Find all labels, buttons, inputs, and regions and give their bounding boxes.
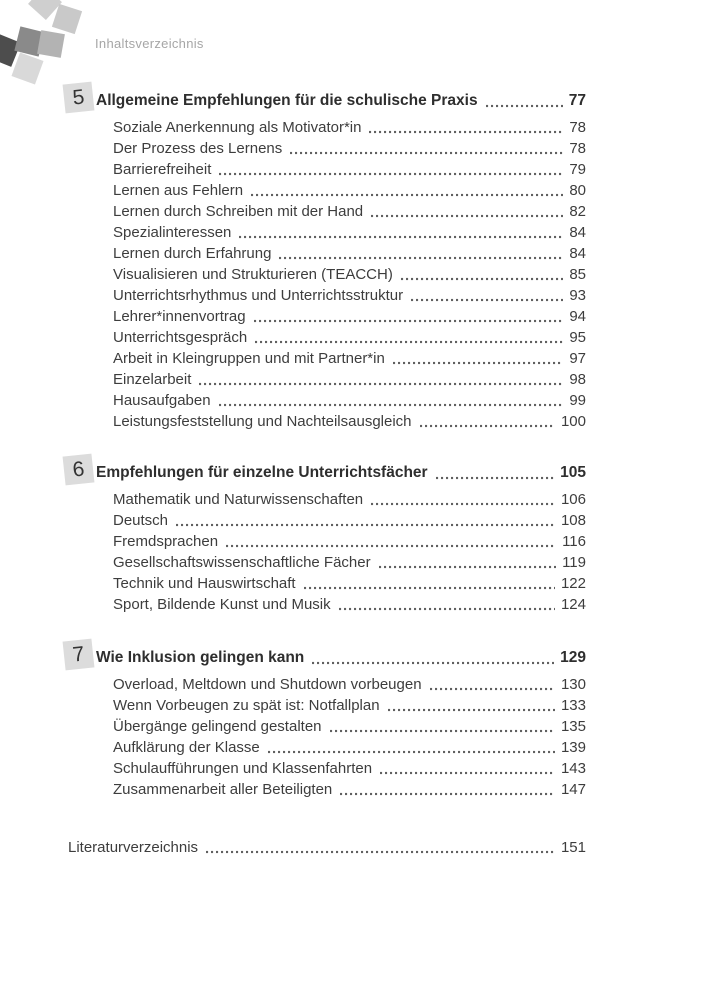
toc-item-row [64, 243, 586, 264]
toc-item-page-number: 108 [560, 512, 586, 529]
dot-leader [312, 661, 554, 665]
toc-item-page-number: 85 [569, 266, 586, 283]
toc-item-page-number: 82 [569, 203, 586, 220]
toc-item-label: Technik und Hauswirtschaft [113, 575, 296, 592]
toc-item-page-number: 78 [569, 119, 586, 136]
toc-item-row [64, 573, 586, 594]
dot-leader [339, 607, 555, 611]
toc-item-label: Visualisieren und Strukturieren (TEACCH) [113, 266, 393, 283]
toc-item-row [64, 594, 586, 615]
toc-item-row [64, 369, 586, 390]
chapter-page-number: 105 [560, 464, 586, 481]
toc-item-page-number: 99 [569, 392, 586, 409]
chapter-title: Allgemeine Empfehlungen für die schulische Praxis [96, 92, 478, 109]
toc-item-label: Deutsch [113, 512, 169, 529]
toc-item-page-number: 79 [569, 161, 586, 178]
toc-item-row [64, 264, 586, 285]
logo-square-icon [52, 4, 82, 34]
toc-item-page-number: 95 [569, 329, 586, 346]
chapter-section [64, 642, 586, 800]
dot-leader [393, 361, 563, 365]
toc-item-row [64, 510, 586, 531]
toc-item-label: Lernen durch Erfahrung [113, 245, 272, 262]
toc-item-label: Sport, Bildende Kunst und Musik [113, 596, 331, 613]
chapter-heading-row [64, 642, 586, 669]
toc-item-row [64, 327, 586, 348]
toc-item-page-number: 94 [569, 308, 586, 325]
toc-item-page-number: 84 [569, 224, 586, 241]
chapter-number-badge: 7 [63, 639, 95, 671]
toc-item-label: Schulaufführungen und Klassenfahrten [113, 760, 373, 777]
dot-leader [371, 214, 563, 218]
toc-item-row [64, 201, 586, 222]
logo-square-icon [37, 30, 65, 58]
toc-item-page-number: 143 [560, 760, 586, 777]
toc-item-row [64, 695, 586, 716]
bibliography-entry-row [64, 837, 586, 858]
toc-item-label: Hausaufgaben [113, 392, 211, 409]
dot-leader [219, 172, 563, 176]
toc-item-label: Spezialinteressen [113, 224, 232, 241]
dot-leader [268, 750, 555, 754]
chapter-title: Empfehlungen für einzelne Unterrichtsfächer [96, 464, 428, 481]
bibliography-label: Literaturverzeichnis [68, 839, 199, 856]
dot-leader [206, 850, 555, 854]
toc-item-page-number: 133 [560, 697, 586, 714]
dot-leader [401, 277, 563, 281]
dot-leader [420, 424, 555, 428]
toc-item-label: Gesellschaftswissenschaftliche Fächer [113, 554, 371, 571]
toc-item-label: Overload, Meltdown und Shutdown vorbeugen [113, 676, 422, 693]
toc-item-row [64, 674, 586, 695]
dot-leader [176, 523, 555, 527]
toc-item-row [64, 348, 586, 369]
toc-item-page-number: 135 [560, 718, 586, 735]
dot-leader [380, 771, 555, 775]
toc-item-page-number: 84 [569, 245, 586, 262]
toc-item-page-number: 147 [560, 781, 586, 798]
dot-leader [279, 256, 563, 260]
dot-leader [379, 565, 556, 569]
toc-item-row [64, 531, 586, 552]
toc-item-label: Arbeit in Kleingruppen und mit Partner*in [113, 350, 385, 367]
dot-leader [388, 708, 555, 712]
chapter-number-badge: 6 [63, 454, 95, 486]
toc-item-label: Leistungsfeststellung und Nachteilsausgleich [113, 413, 412, 430]
page-header: Inhaltsverzeichnis [95, 36, 204, 51]
toc-item-row [64, 489, 586, 510]
toc-item-page-number: 106 [560, 491, 586, 508]
toc-item-page-number: 100 [560, 413, 586, 430]
toc-item-label: Zusammenarbeit aller Beteiligten [113, 781, 333, 798]
toc-item-page-number: 78 [569, 140, 586, 157]
toc-item-label: Lernen aus Fehlern [113, 182, 244, 199]
toc-item-row [64, 306, 586, 327]
toc-item-label: Mathematik und Naturwissenschaften [113, 491, 364, 508]
toc-item-row [64, 285, 586, 306]
dot-leader [239, 235, 563, 239]
toc-item-label: Barrierefreiheit [113, 161, 212, 178]
bibliography-page-number: 151 [560, 839, 586, 856]
toc-item-label: Soziale Anerkennung als Motivator*in [113, 119, 362, 136]
toc-item-label: Lernen durch Schreiben mit der Hand [113, 203, 364, 220]
toc-item-page-number: 80 [569, 182, 586, 199]
chapter-heading-row [64, 85, 586, 112]
toc-item-label: Unterrichtsrhythmus und Unterrichtsstruktur [113, 287, 404, 304]
dot-leader [226, 544, 556, 548]
dot-leader [411, 298, 563, 302]
toc-item-label: Einzelarbeit [113, 371, 192, 388]
toc-item-row [64, 117, 586, 138]
toc-item-row [64, 138, 586, 159]
toc-item-page-number: 130 [560, 676, 586, 693]
chapter-number-badge: 5 [63, 82, 95, 114]
toc-item-page-number: 119 [562, 554, 586, 571]
chapter-page-number: 77 [568, 92, 586, 109]
dot-leader [330, 729, 555, 733]
dot-leader [219, 403, 564, 407]
dot-leader [251, 193, 563, 197]
toc-item-row [64, 552, 586, 573]
toc-item-page-number: 116 [562, 533, 586, 550]
toc-item-row [64, 411, 586, 432]
dot-leader [304, 586, 555, 590]
dot-leader [255, 340, 563, 344]
toc-list [64, 85, 586, 858]
toc-item-page-number: 97 [569, 350, 586, 367]
toc-item-page-number: 122 [560, 575, 586, 592]
dot-leader [369, 130, 563, 134]
toc-item-label: Übergänge gelingend gestalten [113, 718, 322, 735]
toc-item-label: Wenn Vorbeugen zu spät ist: Notfallplan [113, 697, 380, 714]
chapter-items [64, 117, 586, 432]
toc-item-label: Lehrer*innenvortrag [113, 308, 246, 325]
chapter-section [64, 457, 586, 615]
toc-item-label: Aufklärung der Klasse [113, 739, 260, 756]
chapter-section [64, 85, 586, 432]
dot-leader [290, 151, 563, 155]
toc-item-label: Fremdsprachen [113, 533, 219, 550]
toc-item-row [64, 737, 586, 758]
toc-item-row [64, 180, 586, 201]
toc-item-row [64, 716, 586, 737]
toc-item-row [64, 758, 586, 779]
toc-item-page-number: 93 [569, 287, 586, 304]
toc-item-row [64, 222, 586, 243]
toc-item-page-number: 98 [569, 371, 586, 388]
chapter-title: Wie Inklusion gelingen kann [96, 649, 305, 666]
toc-item-row [64, 159, 586, 180]
dot-leader [430, 687, 555, 691]
toc-item-label: Der Prozess des Lernens [113, 140, 283, 157]
chapter-heading-row [64, 457, 586, 484]
chapter-page-number: 129 [560, 649, 586, 666]
toc-item-page-number: 124 [560, 596, 586, 613]
dot-leader [486, 104, 563, 108]
toc-item-row [64, 779, 586, 800]
dot-leader [254, 319, 564, 323]
dot-leader [436, 476, 555, 480]
dot-leader [371, 502, 555, 506]
logo-square-icon [11, 52, 43, 84]
toc-item-label: Unterrichtsgespräch [113, 329, 248, 346]
chapter-items [64, 489, 586, 615]
dot-leader [340, 792, 555, 796]
chapter-items [64, 674, 586, 800]
toc-item-row [64, 390, 586, 411]
dot-leader [199, 382, 563, 386]
toc-item-page-number: 139 [560, 739, 586, 756]
